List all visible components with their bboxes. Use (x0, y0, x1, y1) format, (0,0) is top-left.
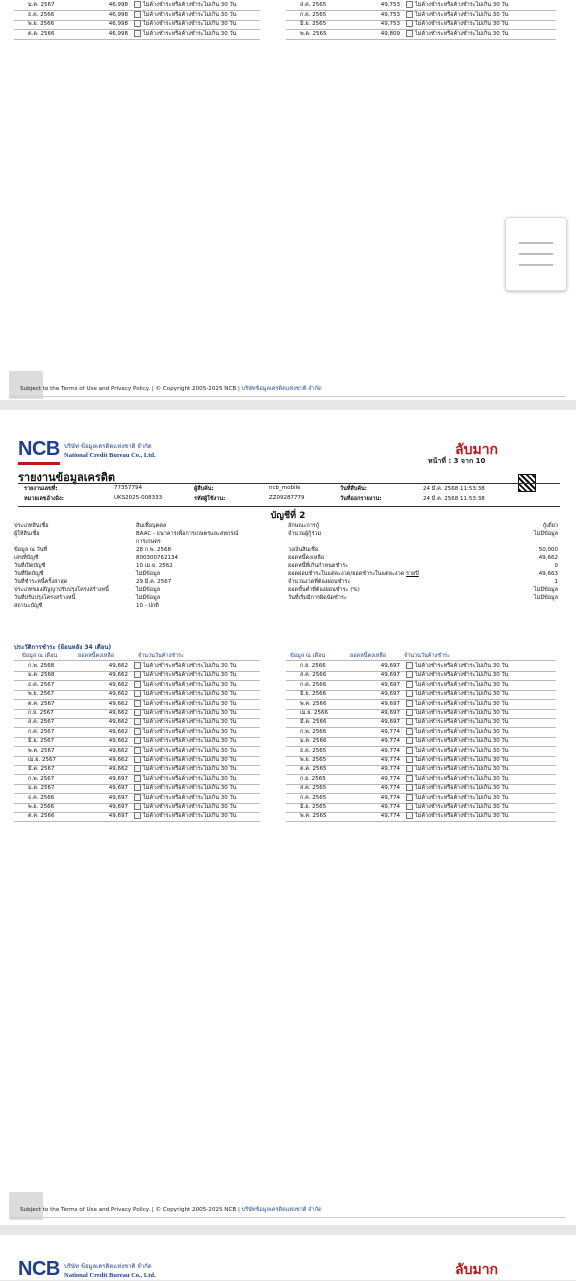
field-label-text: จำนวนผู้กู้ร่วม (288, 531, 322, 537)
inquiry-date-label: วันที่สืบค้น: (340, 486, 367, 492)
month: พ.ย. 2567 (28, 691, 55, 698)
footer-divider (10, 1217, 566, 1218)
field-label (288, 546, 318, 554)
status-cell (406, 0, 508, 10)
account-title: บัญชีที่ 2 (270, 511, 306, 521)
field-value: 10 เม.ย. 2562 (136, 563, 173, 569)
field-label-text: จำนวนงวดที่ต้องผ่อนชำระ (288, 579, 351, 585)
days-overdue-status: ไม่ค้างชำระหรือค้างชำระไม่เกิน 30 วัน (415, 681, 509, 688)
field-label (288, 522, 319, 530)
balance: 49,662 (108, 700, 128, 707)
status-box-icon (406, 775, 413, 782)
month: มิ.ย. 2567 (28, 738, 55, 745)
page-footer (0, 1204, 576, 1216)
row-divider (14, 39, 260, 40)
days-overdue-status: ไม่ค้างชำระหรือค้างชำระไม่เกิน 30 วัน (143, 710, 237, 716)
days-overdue-status: ไม่ค้างชำระหรือค้างชำระไม่เกิน 30 วัน (143, 719, 237, 726)
ncb-logo: NCB (18, 438, 60, 460)
field-label-text: ลักษณะการกู้ (288, 523, 320, 529)
month: ม.ค. 2567 (28, 2, 55, 8)
status-box-icon (406, 728, 413, 735)
page-number: หน้าที่ : 3 จาก 10 (428, 457, 486, 465)
history-row (0, 19, 576, 29)
days-overdue-status: ไม่ค้างชำระหรือค้างชำระไม่เกิน 30 วัน (415, 794, 509, 801)
month: ก.ค. 2566 (300, 681, 327, 688)
balance: 49,774 (380, 766, 400, 773)
status-box-icon (134, 812, 141, 819)
month: ธ.ค. 2566 (28, 11, 55, 18)
days-overdue-status: ไม่ค้างชำระหรือค้างชำระไม่เกิน 30 วัน (415, 757, 509, 763)
balance: 49,662 (108, 691, 128, 698)
days-overdue-status: ไม่ค้างชำระหรือค้างชำระไม่เกิน 30 วัน (143, 738, 237, 745)
field-label (288, 562, 348, 570)
month: ก.ย. 2567 (28, 710, 54, 716)
field-value: สินเชื่อบุคคล (136, 523, 167, 529)
status-cell (134, 10, 236, 20)
field-label (288, 586, 360, 594)
days-overdue-status: ไม่ค้างชำระหรือค้างชำระไม่เกิน 30 วัน (143, 700, 237, 707)
status-box-icon (406, 671, 413, 678)
field-value: 49,663 (538, 571, 558, 577)
days-overdue-status: ไม่ค้างชำระหรือค้างชำระไม่เกิน 30 วัน (143, 672, 237, 679)
field-value: 50,000 (538, 547, 558, 553)
month: พ.ค. 2567 (28, 747, 55, 754)
status-box-icon (134, 747, 141, 754)
days-overdue-status: ไม่ค้างชำระหรือค้างชำระไม่เกิน 30 วัน (415, 775, 509, 782)
col-amount-right: ยอดหนี้คงเหลือ (350, 653, 387, 659)
days-overdue-status: ไม่ค้างชำระหรือค้างชำระไม่เกิน 30 วัน (143, 663, 237, 669)
status-cell (406, 811, 508, 821)
field-label-text: ยอดผ่อนชำระในแต่ละงวด/ยอดชำระในแต่ละงวด (288, 571, 405, 577)
status-box-icon (134, 1, 141, 8)
balance: 49,697 (380, 663, 400, 669)
balance: 49,662 (108, 738, 128, 745)
field-label: ประเภทสินเชื่อ (14, 523, 49, 529)
reference-label: หมายเลขอ้างอิง: (24, 496, 64, 502)
status-box-icon (406, 794, 413, 801)
field-value: ไม่มีข้อมูล (136, 595, 161, 601)
status-box-icon (406, 803, 413, 810)
status-box-icon (134, 765, 141, 772)
balance: 49,774 (380, 794, 400, 801)
company-name-en: National Credit Bureau Co., Ltd. (64, 1272, 156, 1279)
days-overdue-status: ไม่ค้างชำระหรือค้างชำระไม่เกิน 30 วัน (415, 672, 509, 679)
status-box-icon (134, 690, 141, 697)
days-overdue-status: ไม่ค้างชำระหรือค้างชำระไม่เกิน 30 วัน (415, 785, 509, 792)
status-box-icon (406, 784, 413, 791)
status-box-icon (406, 30, 413, 37)
report-date-label: วันที่ออกรายงาน: (340, 496, 382, 502)
status-cell (406, 19, 508, 29)
footer-text: Subject to the Terms of Use and Privacy Policy. | © Copyright 2005-2025 NCB | (20, 386, 242, 392)
balance: 49,697 (380, 700, 400, 707)
days-overdue-status: ไม่ค้างชำระหรือค้างชำระไม่เกิน 30 วัน (415, 691, 509, 698)
report-date: 24 มี.ค. 2568 11:53:38 (423, 496, 485, 502)
field-label: เลขที่บัญชี (14, 555, 39, 561)
footer-text: Subject to the Terms of Use and Privacy Policy. | © Copyright 2005-2025 NCB | (20, 1207, 242, 1213)
field-value: 29 มี.ค. 2567 (136, 579, 172, 585)
col-status-left: จำนวนวันค้างชำระ (138, 653, 184, 659)
field-value: BAAC - ธนาคารเพื่อการเกษตรและสหกรณ์ (136, 531, 239, 537)
field-label-text: ยอดหนี้คงเหลือ (288, 555, 325, 561)
month: ก.พ. 2568 (28, 663, 55, 669)
days-overdue-status: ไม่ค้างชำระหรือค้างชำระไม่เกิน 30 วัน (415, 813, 509, 820)
col-date-right: ข้อมูล ณ เดือน (290, 653, 326, 659)
status-box-icon (134, 671, 141, 678)
status-cell (406, 10, 508, 20)
status-box-icon (406, 709, 413, 716)
status-box-icon (134, 700, 141, 707)
month: มี.ค. 2567 (28, 766, 55, 773)
days-overdue-status: ไม่ค้างชำระหรือค้างชำระไม่เกิน 30 วัน (415, 2, 509, 8)
days-overdue-status: ไม่ค้างชำระหรือค้างชำระไม่เกิน 30 วัน (143, 21, 237, 27)
status-box-icon (134, 794, 141, 801)
status-box-icon (134, 11, 141, 18)
field-value: 0 (554, 563, 558, 569)
history-row (0, 29, 576, 39)
menu-bar-icon (519, 264, 553, 266)
status-box-icon (134, 803, 141, 810)
field-label: ข้อมูล ณ วันที่ (14, 547, 48, 553)
report-title: รายงานข้อมูลเครดิต (18, 471, 116, 484)
status-box-icon (406, 747, 413, 754)
days-overdue-status: ไม่ค้างชำระหรือค้างชำระไม่เกิน 30 วัน (143, 2, 237, 8)
month: มิ.ย. 2565 (300, 804, 327, 810)
report-no: 77357794 (114, 485, 142, 491)
month: ต.ค. 2566 (28, 813, 55, 820)
days-overdue-status: ไม่ค้างชำระหรือค้างชำระไม่เกิน 30 วัน (143, 728, 237, 735)
status-box-icon (134, 756, 141, 763)
month: พ.ค. 2565 (300, 813, 327, 820)
month: เม.ย. 2567 (28, 757, 56, 763)
requester-label: ผู้สืบค้น: (194, 486, 214, 492)
balance: 49,697 (108, 813, 128, 820)
month: พ.ย. 2565 (300, 757, 327, 763)
status-box-icon (406, 700, 413, 707)
status-cell (134, 811, 236, 821)
balance: 49,662 (108, 747, 128, 754)
month: ก.ค. 2565 (300, 794, 327, 801)
balance: 46,998 (108, 11, 128, 18)
field-value: 10 - ปกติ (136, 603, 159, 609)
days-overdue-status: ไม่ค้างชำระหรือค้างชำระไม่เกิน 30 วัน (143, 785, 237, 792)
field-label: วันที่ปรับปรุงโครงสร้างหนี้ (14, 595, 76, 601)
month: ต.ค. 2567 (28, 700, 55, 707)
month: ธ.ค. 2567 (28, 681, 55, 688)
status-cell (134, 0, 236, 10)
ncb-logo: NCB (18, 1258, 60, 1280)
days-overdue-status: ไม่ค้างชำระหรือค้างชำระไม่เกิน 30 วัน (143, 794, 237, 801)
days-overdue-status: ไม่ค้างชำระหรือค้างชำระไม่เกิน 30 วัน (415, 21, 509, 27)
report-info-bar (18, 483, 560, 507)
month: ม.ค. 2566 (300, 738, 327, 745)
field-value: ไม่มีข้อมูล (136, 587, 161, 593)
status-box-icon (406, 681, 413, 688)
days-overdue-status: ไม่ค้างชำระหรือค้างชำระไม่เกิน 30 วัน (415, 738, 509, 745)
month: ม.ค. 2568 (28, 672, 55, 679)
month: พ.ย. 2566 (28, 21, 55, 27)
days-overdue-status: ไม่ค้างชำระหรือค้างชำระไม่เกิน 30 วัน (143, 30, 237, 37)
status-box-icon (134, 30, 141, 37)
month: มิ.ย. 2565 (300, 21, 327, 27)
balance: 49,774 (380, 804, 400, 810)
month: ส.ค. 2565 (300, 785, 327, 792)
field-value: 28 ก.พ. 2568 (136, 547, 171, 553)
field-label-text: วันที่เริ่มมีการผิดนัดชำระ (288, 595, 347, 601)
balance: 49,697 (380, 681, 400, 688)
status-box-icon (134, 709, 141, 716)
balance: 49,774 (380, 785, 400, 792)
field-value: การเกษตร (136, 539, 161, 545)
month: ก.ค. 2565 (300, 11, 327, 18)
field-label: วันที่ชำระหนี้ครั้งล่าสุด (14, 579, 68, 585)
month: มิ.ย. 2566 (300, 691, 327, 698)
status-box-icon (134, 20, 141, 27)
days-overdue-status: ไม่ค้างชำระหรือค้างชำระไม่เกิน 30 วัน (415, 663, 509, 669)
balance: 49,697 (108, 775, 128, 782)
payment-history-title: ประวัติการชำระ (ย้อนหลัง 34 เดือน) (14, 644, 112, 651)
balance: 49,662 (108, 757, 128, 763)
field-value: ไม่มีข้อมูล (533, 595, 558, 601)
days-overdue-status: ไม่ค้างชำระหรือค้างชำระไม่เกิน 30 วัน (143, 775, 237, 782)
status-box-icon (134, 728, 141, 735)
days-overdue-status: ไม่ค้างชำระหรือค้างชำระไม่เกิน 30 วัน (143, 766, 237, 773)
days-overdue-status: ไม่ค้างชำระหรือค้างชำระไม่เกิน 30 วัน (143, 804, 237, 810)
field-label: วันที่เปิดบัญชี (14, 563, 46, 569)
status-box-icon (134, 662, 141, 669)
days-overdue-status: ไม่ค้างชำระหรือค้างชำระไม่เกิน 30 วัน (143, 691, 237, 698)
menu-button[interactable] (505, 217, 567, 291)
field-label-text: ยอดขั้นต่ำที่ต้องผ่อนชำระ (%) (288, 587, 360, 593)
days-overdue-status: ไม่ค้างชำระหรือค้างชำระไม่เกิน 30 วัน (415, 710, 509, 716)
field-label: วันที่ปิดบัญชี (14, 571, 44, 577)
footer-company-link[interactable]: บริษัทข้อมูลเครดิตแห่งชาติ จำกัด (241, 1207, 322, 1213)
balance: 49,697 (380, 672, 400, 679)
balance: 49,662 (108, 710, 128, 716)
col-date-left: ข้อมูล ณ เดือน (22, 653, 58, 659)
col-amount-left: ยอดหนี้คงเหลือ (78, 653, 115, 659)
balance: 49,662 (108, 719, 128, 726)
month: ม.ค. 2567 (28, 785, 55, 792)
field-label: ประเภทของสัญญาปรับปรุงโครงสร้างหนี้ (14, 587, 109, 593)
field-label: ผู้ให้สินเชื่อ (14, 531, 40, 537)
month: ธ.ค. 2566 (28, 794, 55, 801)
menu-bar-icon (519, 253, 553, 255)
balance: 49,774 (380, 747, 400, 754)
field-label-text: ยอดหนี้ที่เกินกำหนดชำระ (288, 563, 349, 569)
month: พ.ย. 2566 (28, 804, 55, 810)
month: พ.ค. 2566 (300, 700, 327, 707)
month: ก.พ. 2566 (300, 728, 327, 735)
balance: 49,753 (380, 21, 400, 27)
balance: 46,998 (108, 21, 128, 27)
field-value: 49,662 (538, 555, 558, 561)
days-overdue-status: ไม่ค้างชำระหรือค้างชำระไม่เกิน 30 วัน (415, 766, 509, 773)
days-overdue-status: ไม่ค้างชำระหรือค้างชำระไม่เกิน 30 วัน (415, 11, 509, 18)
status-box-icon (406, 1, 413, 8)
month: ส.ค. 2565 (300, 2, 327, 8)
days-overdue-status: ไม่ค้างชำระหรือค้างชำระไม่เกิน 30 วัน (415, 728, 509, 735)
balance: 49,774 (380, 728, 400, 735)
status-cell (134, 19, 236, 29)
balance: 49,697 (380, 710, 400, 716)
month: ก.ย. 2566 (300, 663, 326, 669)
status-box-icon (134, 784, 141, 791)
user-code: ZZ09287779 (269, 495, 305, 501)
field-label (288, 530, 321, 538)
field-value: 800300762134 (136, 555, 178, 561)
status-box-icon (134, 775, 141, 782)
month: มี.ค. 2566 (300, 719, 327, 726)
footer-company-link[interactable]: บริษัทข้อมูลเครดิตแห่งชาติ จำกัด (241, 386, 322, 392)
month: ก.พ. 2567 (28, 775, 55, 782)
status-box-icon (406, 737, 413, 744)
status-box-icon (134, 718, 141, 725)
field-label (288, 554, 324, 562)
status-box-icon (406, 662, 413, 669)
days-overdue-status: ไม่ค้างชำระหรือค้างชำระไม่เกิน 30 วัน (143, 813, 237, 820)
days-overdue-status: ไม่ค้างชำระหรือค้างชำระไม่เกิน 30 วัน (415, 30, 509, 37)
status-box-icon (406, 11, 413, 18)
status-box-icon (406, 718, 413, 725)
row-divider (14, 821, 260, 822)
balance: 49,809 (380, 30, 400, 37)
page-footer (0, 383, 576, 395)
field-value: ไม่มีข้อมูล (533, 531, 558, 537)
status-cell (134, 29, 236, 39)
col-status-right: จำนวนวันค้างชำระ (404, 653, 450, 659)
month: ต.ค. 2566 (28, 30, 55, 37)
status-box-icon (406, 765, 413, 772)
confidential-label: ลับมาก (455, 442, 499, 458)
user-code-label: รหัสผู้ใช้งาน: (194, 496, 226, 502)
inquiry-date: 24 มี.ค. 2568 11:53:38 (423, 486, 485, 492)
footer-divider (10, 396, 566, 397)
balance: 49,662 (108, 663, 128, 669)
status-box-icon (406, 812, 413, 819)
report-page-3 (0, 1235, 576, 1280)
days-overdue-status: ไม่ค้างชำระหรือค้างชำระไม่เกิน 30 วัน (415, 719, 509, 726)
balance: 49,774 (380, 775, 400, 782)
balance: 49,753 (380, 11, 400, 18)
balance: 49,774 (380, 813, 400, 820)
status-box-icon (406, 690, 413, 697)
month: ก.ค. 2567 (28, 728, 55, 735)
balance: 49,697 (380, 719, 400, 726)
balance: 49,774 (380, 738, 400, 745)
days-overdue-status: ไม่ค้างชำระหรือค้างชำระไม่เกิน 30 วัน (143, 747, 237, 754)
report-page-1 (0, 0, 576, 400)
field-value: ไม่มีข้อมูล (136, 571, 161, 577)
confidential-label: ลับมาก (455, 1262, 499, 1278)
balance: 49,662 (108, 766, 128, 773)
report-no-label: รายงานเลขที่: (24, 486, 58, 492)
row-divider (286, 39, 556, 40)
history-row (0, 10, 576, 20)
days-overdue-status: ไม่ค้างชำระหรือค้างชำระไม่เกิน 30 วัน (415, 747, 509, 754)
balance: 49,697 (380, 691, 400, 698)
days-overdue-status: ไม่ค้างชำระหรือค้างชำระไม่เกิน 30 วัน (143, 11, 237, 18)
balance: 49,662 (108, 728, 128, 735)
month: ส.ค. 2567 (28, 719, 55, 726)
field-value: กู้เดี่ยว (542, 523, 558, 529)
status-box-icon (134, 681, 141, 688)
balance: 49,662 (108, 672, 128, 679)
month: ต.ค. 2565 (300, 766, 327, 773)
requester: ncb_mobile (269, 485, 301, 491)
field-value: 1 (554, 579, 558, 585)
history-row (0, 811, 576, 821)
field-label: สถานะบัญชี (14, 603, 43, 609)
balance: 46,998 (108, 30, 128, 37)
company-name-en: National Credit Bureau Co., Ltd. (64, 452, 156, 459)
logo-underline (18, 462, 60, 465)
month: ธ.ค. 2565 (300, 747, 327, 754)
days-overdue-status: ไม่ค้างชำระหรือค้างชำระไม่เกิน 30 วัน (415, 700, 509, 707)
month: เม.ย. 2566 (300, 710, 328, 716)
month: ก.ย. 2565 (300, 775, 326, 782)
company-name-th: บริษัท ข้อมูลเครดิตแห่งชาติ จำกัด (64, 1263, 152, 1270)
reference-no: UKS2025-008333 (114, 495, 163, 501)
balance: 46,998 (108, 2, 128, 8)
balance: 49,774 (380, 757, 400, 763)
month: ส.ค. 2566 (300, 672, 327, 679)
field-label (288, 578, 350, 586)
installment-period: รายปี (406, 571, 419, 577)
month: พ.ค. 2565 (300, 30, 327, 37)
field-label (288, 594, 347, 602)
company-name-th: บริษัท ข้อมูลเครดิตแห่งชาติ จำกัด (64, 443, 152, 450)
days-overdue-status: ไม่ค้างชำระหรือค้างชำระไม่เกิน 30 วัน (143, 757, 237, 763)
field-value: ไม่มีข้อมูล (533, 587, 558, 593)
days-overdue-status: ไม่ค้างชำระหรือค้างชำระไม่เกิน 30 วัน (415, 804, 509, 810)
history-row (0, 0, 576, 10)
field-label (288, 570, 419, 578)
status-box-icon (406, 20, 413, 27)
balance: 49,697 (108, 785, 128, 792)
status-box-icon (134, 737, 141, 744)
status-box-icon (406, 756, 413, 763)
menu-bar-icon (519, 242, 553, 244)
field-label-text: วงเงินสินเชื่อ (288, 547, 319, 553)
balance: 49,697 (108, 794, 128, 801)
balance: 49,753 (380, 2, 400, 8)
days-overdue-status: ไม่ค้างชำระหรือค้างชำระไม่เกิน 30 วัน (143, 681, 237, 688)
row-divider (286, 821, 556, 822)
balance: 49,697 (108, 804, 128, 810)
status-cell (406, 29, 508, 39)
balance: 49,662 (108, 681, 128, 688)
report-page-2 (0, 410, 576, 1225)
